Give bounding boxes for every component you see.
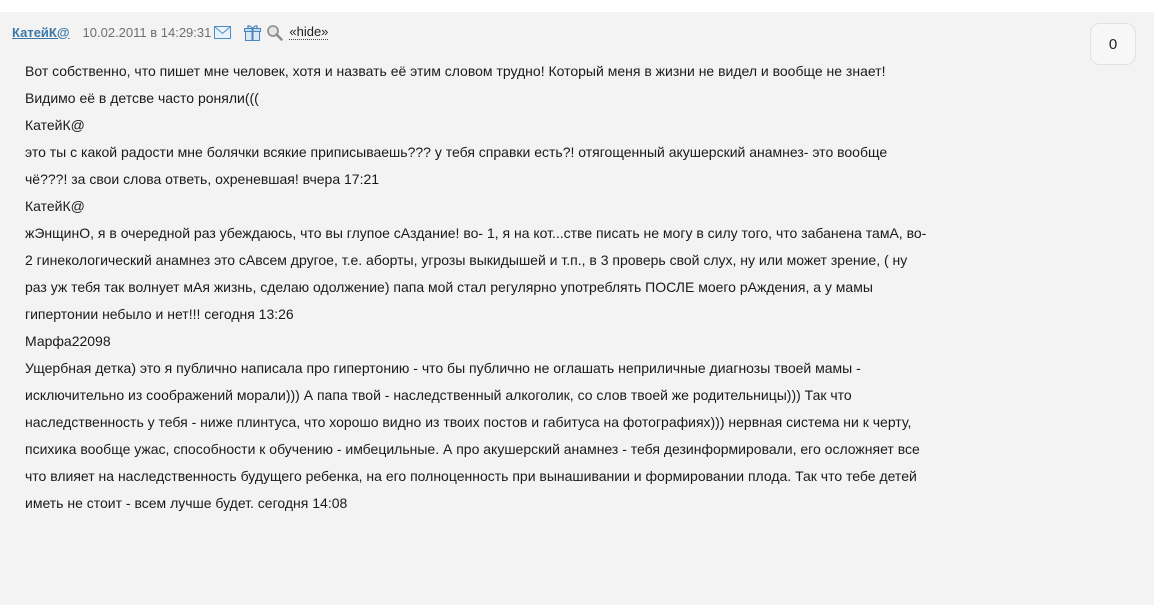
post-text-line: психика вообще ужас, способности к обучению - имбецильные. А про акушерский анамнез - тебя дезинформировали, его осложняет все <box>25 441 920 457</box>
quoted-author: КатейК@ <box>25 117 85 133</box>
post-text-line: гипертонии небыло и нет!!! сегодня 13:26 <box>25 306 294 322</box>
post-text-line: Вот собственно, что пишет мне человек, хотя и назвать её этим словом трудно! Который меня в жизни не видел и вообще не знает! <box>25 63 886 79</box>
hide-link[interactable]: «hide» <box>289 23 329 39</box>
envelope-icon[interactable] <box>213 23 231 41</box>
post-text-line: 2 гинекологический анамнез это сАвсем другое, т.е. аборты, угрозы выкидышей и т.п., в 3 проверь свой слух, ну или может зрение, ( ну <box>25 252 908 268</box>
post-text-line: раз уж тебя так волнует мАя жизнь, сделаю одолжение) папа мой стал регулярно употреблять ПОСЛЕ моего рАждения, а у мамы <box>25 279 873 295</box>
post-header <box>12 22 328 42</box>
gift-icon[interactable] <box>243 23 261 41</box>
post-text-line: это ты с какой радости мне болячки всякие приписываешь??? у тебя справки есть?! отягощенный акушерский анамнез- это вообще <box>25 144 888 160</box>
post-text-line: наследственность у тебя - ниже плинтуса, что хорошо видно из твоих постов и габитуса на фотографиях))) нервная система ни к черту, <box>25 414 912 430</box>
post-text-line: жЭнщинО, я в очередной раз убеждаюсь, что вы глупое сАздание! во- 1, я на кот...стве писать не могу в силу того, что забанена тамА, во- <box>25 225 927 241</box>
author-link[interactable]: КатейК@ <box>12 24 70 40</box>
post-text-line: Видимо её в детсве часто роняли((( <box>25 90 259 106</box>
post-text-line: что влияет на наследственность будущего ребенка, на его полноценность при вынашивании и формировании плода. Так что тебе детей <box>25 468 917 484</box>
post-text-line: иметь не стоит - всем лучше будет. сегодня 14:08 <box>25 495 348 511</box>
quoted-author: КатейК@ <box>25 198 85 214</box>
post-text-line: исключительно из соображений морали))) А папа твой - наследственный алкоголик, со слов твоей же родительницы))) Так что <box>25 387 852 403</box>
post-timestamp: 10.02.2011 в 14:29:31 <box>82 24 212 40</box>
post-text-line: Ущербная детка) это я публично написала про гипертонию - что бы публично не оглашать неприличные диагнозы твоей мамы - <box>25 360 861 376</box>
quoted-author: Марфа22098 <box>25 333 111 349</box>
magnifier-icon[interactable] <box>265 23 283 41</box>
post-text-line: чё???! за свои слова ответь, охреневшая! вчера 17:21 <box>25 171 380 187</box>
rating-counter[interactable]: 0 <box>1090 23 1136 65</box>
post-body <box>25 58 985 517</box>
